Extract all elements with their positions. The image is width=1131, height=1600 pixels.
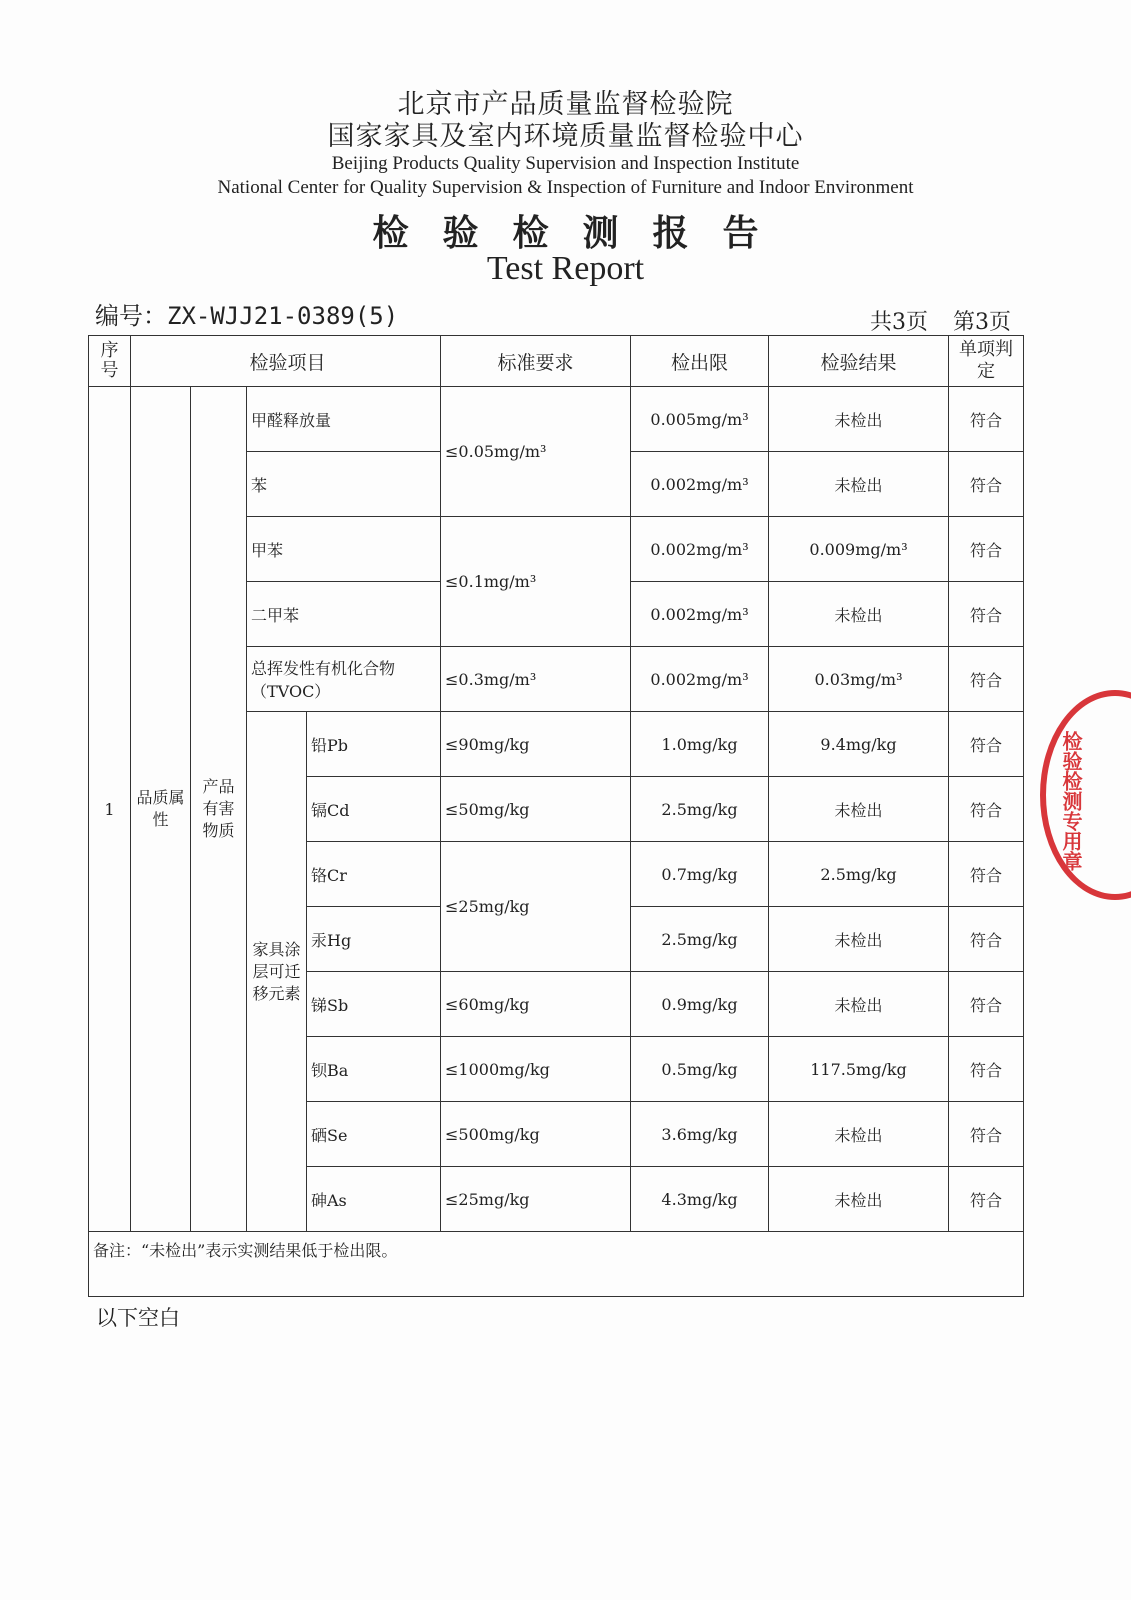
limit-cell: 0.7mg/kg: [631, 842, 769, 907]
item-name: 二甲苯: [247, 582, 441, 647]
item-name: 汞Hg: [307, 907, 441, 972]
standard-cell: ≤90mg/kg: [441, 712, 631, 777]
judgement-cell: 符合: [949, 1102, 1024, 1167]
limit-cell: 1.0mg/kg: [631, 712, 769, 777]
page-total: 共3页: [870, 310, 928, 335]
standard-cell: ≤500mg/kg: [441, 1102, 631, 1167]
limit-cell: 0.005mg/m³: [631, 387, 769, 452]
result-cell: 未检出: [769, 777, 949, 842]
header-judgement: 单项判定: [949, 336, 1024, 387]
item-name: 苯: [247, 452, 441, 517]
standard-cell: ≤0.1mg/m³: [441, 517, 631, 647]
note-row: [89, 1232, 1024, 1297]
result-cell: 0.03mg/m³: [769, 647, 949, 712]
judgement-cell: 符合: [949, 517, 1024, 582]
result-cell: 未检出: [769, 907, 949, 972]
limit-cell: 0.002mg/m³: [631, 452, 769, 517]
result-cell: 未检出: [769, 387, 949, 452]
result-cell: 0.009mg/m³: [769, 517, 949, 582]
judgement-cell: 符合: [949, 777, 1024, 842]
result-cell: 2.5mg/kg: [769, 842, 949, 907]
table-header-row: [89, 336, 1024, 387]
item-name: 甲醛释放量: [247, 387, 441, 452]
limit-cell: 2.5mg/kg: [631, 907, 769, 972]
judgement-cell: 符合: [949, 712, 1024, 777]
standard-cell: ≤0.3mg/m³: [441, 647, 631, 712]
report-number: 编号：ZX-WJJ21-0389(5): [95, 302, 399, 330]
judgement-cell: 符合: [949, 387, 1024, 452]
seq-cell: 1: [89, 387, 131, 1232]
results-table: [88, 335, 1024, 1297]
judgement-cell: 符合: [949, 907, 1024, 972]
result-cell: 未检出: [769, 582, 949, 647]
header-result: 检验结果: [769, 336, 949, 387]
judgement-cell: 符合: [949, 582, 1024, 647]
header-limit: 检出限: [631, 336, 769, 387]
header-item: 检验项目: [131, 336, 441, 387]
standard-cell: ≤0.05mg/m³: [441, 387, 631, 517]
center-name-cn: 国家家具及室内环境质量监督检验中心: [327, 121, 804, 152]
result-cell: 未检出: [769, 1102, 949, 1167]
judgement-cell: 符合: [949, 647, 1024, 712]
item-name: 硒Se: [307, 1102, 441, 1167]
judgement-cell: 符合: [949, 1037, 1024, 1102]
official-stamp: [1040, 690, 1131, 900]
limit-cell: 0.002mg/m³: [631, 647, 769, 712]
standard-cell: ≤25mg/kg: [441, 842, 631, 972]
limit-cell: 0.002mg/m³: [631, 517, 769, 582]
item-name: 铅Pb: [307, 712, 441, 777]
result-cell: 未检出: [769, 452, 949, 517]
standard-cell: ≤1000mg/kg: [441, 1037, 631, 1102]
standard-cell: ≤60mg/kg: [441, 972, 631, 1037]
judgement-cell: 符合: [949, 972, 1024, 1037]
limit-cell: 4.3mg/kg: [631, 1167, 769, 1232]
header-standard: 标准要求: [441, 336, 631, 387]
blank-below-note: 以下空白: [96, 1306, 180, 1330]
item-name: 镉Cd: [307, 777, 441, 842]
limit-cell: 0.5mg/kg: [631, 1037, 769, 1102]
limit-cell: 0.002mg/m³: [631, 582, 769, 647]
stamp-text: 检验检测专用章: [1059, 731, 1083, 871]
page-current: 第3页: [953, 310, 1011, 335]
limit-cell: 3.6mg/kg: [631, 1102, 769, 1167]
judgement-cell: 符合: [949, 1167, 1024, 1232]
item-name: 锑Sb: [307, 972, 441, 1037]
category-cell: 品质属性: [131, 387, 191, 1232]
center-name-en: National Center for Quality Supervision & Inspection of Furniture and Indoor Environment: [217, 177, 914, 198]
standard-cell: ≤25mg/kg: [441, 1167, 631, 1232]
report-title-cn: 检验检测报告: [372, 212, 793, 254]
note-cell: 备注：“未检出”表示实测结果低于检出限。: [89, 1232, 1024, 1297]
report-title-en: Test Report: [486, 250, 645, 287]
page-indicator: [852, 305, 1011, 336]
table-row: [89, 387, 1024, 452]
institute-name-cn: 北京市产品质量监督检验院: [397, 89, 734, 120]
group-cell: 家具涂层可迁移元素: [247, 712, 307, 1232]
item-name: 甲苯: [247, 517, 441, 582]
item-name: 钡Ba: [307, 1037, 441, 1102]
limit-cell: 0.9mg/kg: [631, 972, 769, 1037]
result-cell: 未检出: [769, 972, 949, 1037]
judgement-cell: 符合: [949, 842, 1024, 907]
item-name: 铬Cr: [307, 842, 441, 907]
standard-cell: ≤50mg/kg: [441, 777, 631, 842]
subcategory-cell: 产品有害物质: [191, 387, 247, 1232]
result-cell: 117.5mg/kg: [769, 1037, 949, 1102]
limit-cell: 2.5mg/kg: [631, 777, 769, 842]
item-name: 总挥发性有机化合物（TVOC）: [247, 647, 441, 712]
judgement-cell: 符合: [949, 452, 1024, 517]
result-cell: 9.4mg/kg: [769, 712, 949, 777]
result-cell: 未检出: [769, 1167, 949, 1232]
institute-name-en: Beijing Products Quality Supervision and Inspection Institute: [331, 153, 800, 174]
item-name: 砷As: [307, 1167, 441, 1232]
header-seq: 序号: [89, 336, 131, 387]
